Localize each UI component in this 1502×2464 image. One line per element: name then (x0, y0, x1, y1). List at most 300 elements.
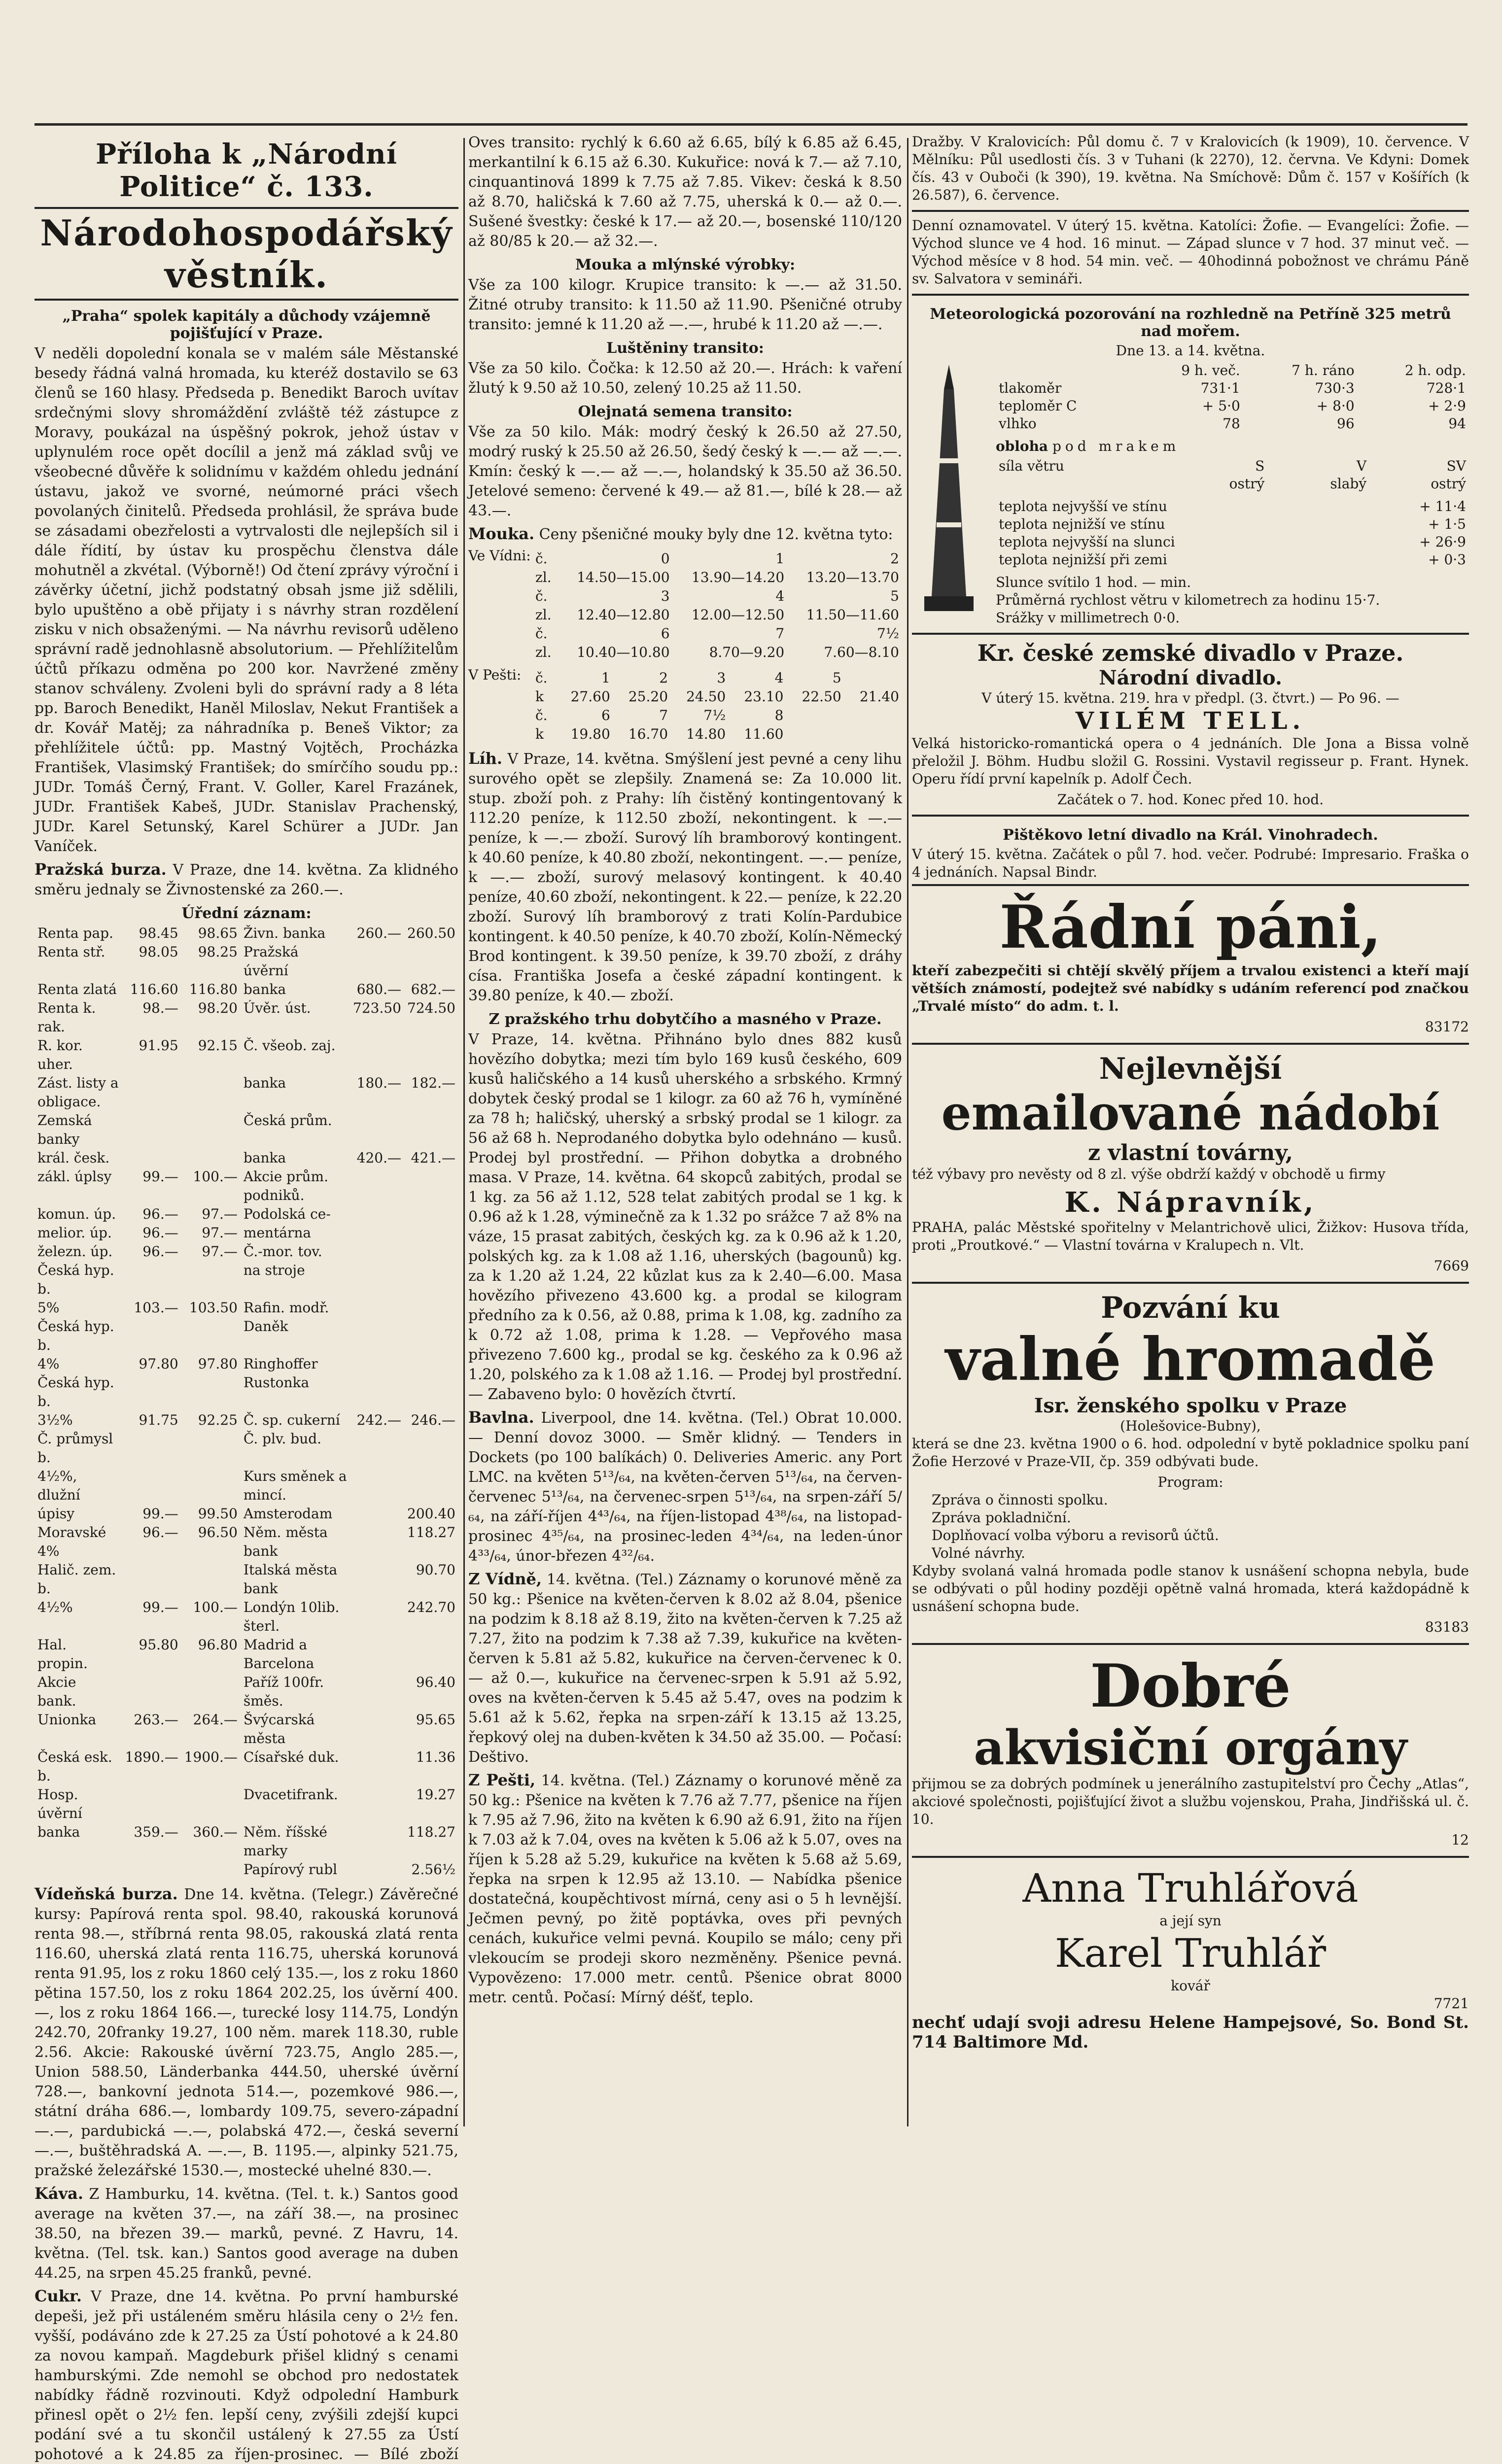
table-cell: 5% (37, 1300, 60, 1316)
table-cell: 420.— (356, 1150, 401, 1166)
table-cell: 96.— (142, 1243, 178, 1260)
table-cell (350, 1205, 404, 1224)
table-cell: Moravské 4% (37, 1524, 106, 1559)
column-1 (35, 133, 458, 2463)
table-cell: 96 (1337, 415, 1355, 432)
article-heading: Káva. (35, 2184, 84, 2203)
table-cell (35, 1860, 122, 1879)
meteo-temps (996, 498, 1469, 569)
wind-val: slabý (1330, 476, 1367, 492)
article-text: Dne 14. května. (Telegr.) Závěrečné kursy: Papírová renta spol. 98.40, rakouská korunová renta 98.—, stříbrná renta 98.05, rakouská zlatá renta 116.60, uherská zlatá renta 116.75, uherská korunová renta 91.95, los z roku 1860 celý 135.—, los z roku 1860 pětina 157.50, los z roku 1864 202.25, los úvěrní 400.—, los z roku 1864 166.—, turecké losy 114.75, Londýn 242.70, 20franky 19.27, 100 něm. marek 118.30, ruble 2.56. Akcie: Rakouské úvěrní 723.75, Anglo 285.—, Union 588.50, Länderbanka 444.50, uherské úvěrní 728.—, bankovní jednota 514.—, pozemkové 986.—, státní dráha 686.—, lombardy 109.75, severo-západní —.—, pardubická —.—, polabská 472.—, česká severní —.—, buštěhradská A. —.—, B. 1195.—, alpinky 521.75, pražské železářské 1530.—, mostecké uhelné 830.—. (35, 1886, 458, 2179)
table-cell: Česká esk. b. (37, 1749, 112, 1784)
table-cell: tlakoměr (999, 380, 1062, 396)
table-cell: banka (243, 1075, 286, 1091)
table-cell: Zemská banky (37, 1112, 92, 1147)
table-cell (350, 1598, 404, 1636)
ad-address: PRAHA, palác Městské spořitelny v Melantrichově ulici, Žižkov: Husova třída, proti „Proutkové.“ — Vlastní továrna v Kralupech n. Vlt. (912, 1219, 1469, 1253)
table-cell: Paříž 100fr. šměs. (243, 1674, 324, 1709)
column-rule (907, 138, 908, 2126)
table-cell: 99.50 (198, 1506, 238, 1522)
table-cell (181, 1074, 241, 1111)
ad-text: nechť udají svoji adresu Helene Hampejsové, So. Bond St. 714 Baltimore Md. (912, 2013, 1469, 2052)
table-cell (350, 1355, 404, 1373)
table-cell: 12.40—12.80 (577, 607, 670, 623)
table-cell: 682.— (411, 981, 455, 997)
table-cell (181, 1261, 241, 1299)
table-cell (181, 1561, 241, 1598)
table-cell (786, 706, 844, 725)
table-cell: 1 (775, 550, 785, 567)
meteo-box (912, 294, 1469, 627)
wind-val: ostrý (1431, 476, 1466, 492)
ad-number: 83172 (1425, 1019, 1469, 1035)
petrin-tower-icon (912, 360, 986, 616)
table-cell: 23.10 (744, 688, 784, 705)
flour-table-pest (468, 667, 902, 749)
article-heading: „Praha“ spolek kapitály a důchody vzájemně pojišťující v Praze. (62, 308, 431, 342)
table-cell: 24.50 (686, 688, 726, 705)
table-cell: Amsterodam (243, 1506, 333, 1522)
ad-mid: a její syn (1159, 1913, 1222, 1929)
table-cell: 97.— (202, 1225, 238, 1241)
table-cell (350, 1673, 404, 1711)
table-cell: 1890.— (125, 1749, 178, 1765)
table-cell: 7½ (703, 707, 726, 723)
table-row (996, 515, 1469, 533)
wind-dir: SV (1446, 458, 1466, 474)
table-cell: 98.05 (139, 944, 178, 960)
table-cell: + 5·0 (1202, 398, 1240, 414)
table-cell (350, 1523, 404, 1561)
table-row (532, 568, 902, 587)
table-cell: Úvěr. úst. (243, 1000, 311, 1016)
meteo-rain: Srážky v millimetrech 0·0. (996, 610, 1180, 626)
meteo-sky: pod mrakem (1052, 438, 1180, 454)
table-cell: 94 (1448, 415, 1466, 432)
article-text: V Praze, 14. května. Přihnáno bylo dnes 882 kusů hovězího dobytka; mezi tím bylo 169 kusů českého, 609 kusů haličského a 14 kusů uherského a srbského. Krmný dobytek český prodal se 1 kilogr. za 60 až 76 h, vymíněné za 78 h; haličský, uherský a srbský prodal se 1 kilogr. za 56 až 68 h. Neprodaného dobytka bylo odehnáno — kusů. Prodej byl prostřední. — Přihon dobytka a drobného masa. V Praze, 14. května. 64 skopců zabitých, prodal se 1 kg. za 56 až 1.12, 528 telat zabitých prodal se 1 kg. k 0.96 až k 1.28, výminečně za k 1.32 po srážce 7 až 8% na váze, 15 prasat zabitých, českých kg. za k 0.96 až k 1.20, polských kg. za k 1.08 až 1.16, uherských (bagounů) kg. za k 1.20 až 1.24, 22 kůzlat kus za k 2.40—6.00. Masa hovězího přivezeno 43.600 kg. a prodal se kilogram předního za k 0.56, až 0.88, prima k 1.08, kg. zadního za k 0.72 až 1.08, prima k 1.28. — Vepřového masa přivezeno 7.600 kg., prodal se kg. českého za k 0.96 až 1.20, polského za k 1.08 až 1.16. — Prodej byl prostřední. — Zabaveno bylo: 0 hovězích čtvrtí. (468, 1031, 902, 1403)
table-cell: č. (535, 707, 548, 723)
table-cell: 100.— (193, 1168, 238, 1185)
table-cell (404, 1636, 458, 1673)
table-cell (404, 1036, 458, 1074)
article-text: Oves transito: rychlý k 6.60 až 6.65, bílý k 6.85 až 6.45, merkantilní k 6.15 až 6.30. Kukuřice: nová k 7.— až 7.10, cinquantinová 1899 k 7.75 až 7.85. Vikev: česká k 8.50 až 8.70, haličská k 7.60 až 7.75, uherská k 0.— až 0.—. Sušené švestky: české k 17.— až 20.—, bosenské 110/120 až 80/85 k 20.— až 32.—. (468, 134, 902, 250)
table-cell: 90.70 (416, 1562, 455, 1578)
table-cell (122, 1373, 181, 1411)
table-cell: Italská města bank (243, 1562, 338, 1597)
table-cell (122, 1561, 181, 1598)
wind-dir: S (1255, 458, 1265, 474)
table-cell: 2 (890, 550, 899, 567)
table-cell: č. (535, 625, 548, 642)
table-row (35, 1748, 458, 1785)
ad-number: 12 (1451, 1832, 1469, 1848)
table-cell (404, 1167, 458, 1205)
table-cell: 2.56½ (411, 1861, 455, 1878)
table-cell (181, 1860, 241, 1879)
theatre-sub: Národní divadlo. (1099, 666, 1282, 689)
table-label: V Pešti: (468, 667, 522, 683)
ad-title: Řádní páni, (999, 892, 1382, 962)
table-cell: 100.— (193, 1599, 238, 1615)
article-heading: Bavlna. (468, 1408, 534, 1427)
article-heading: Mouka a mlýnské výrobky: (575, 256, 796, 274)
article-text: V Praze, dne 14. května. Za klidného směru jednaly se Živnostenské za 260.—. (35, 861, 458, 898)
article-text: V Praze, dne 14. května. Po první hamburské depeši, jež při ustáleném směru hlásila ceny o 2½ fen. vyšší, podáváno zde k 27.25 za Ústí pohotové a k 24.80 za novou kampaň. Magdeburk přišel klidný s cenami hamburskými. Zde nemohl se obchod pro nedostatek nabídky řádně rozvinouti. Když odpolední Hamburk přinesl opět o 2½ fen. lepší ceny, zvýšili zdejší kupci podání své a tu skončil ustálený k 27.55 za Ústí pohotové a k 24.85 za říjen-prosinec. — Bílé zboží (35, 2288, 458, 2463)
table-cell (350, 1111, 404, 1149)
table-row (532, 643, 902, 662)
table-row (996, 551, 1469, 569)
table-cell: Daněk (243, 1318, 288, 1335)
program-item: Volné návrhy. (932, 1545, 1025, 1561)
table-cell (181, 1373, 241, 1411)
article-heading: Pražská burza. (35, 860, 167, 879)
table-cell: 97.80 (198, 1356, 238, 1372)
table-cell: 78 (1223, 415, 1240, 432)
table-cell: banka (37, 1824, 80, 1840)
table-cell: zl. (535, 607, 552, 623)
table-cell: 103.— (134, 1300, 178, 1316)
table-cell: 92.25 (198, 1412, 238, 1428)
program-item: Zpráva o činnosti spolku. (932, 1492, 1108, 1508)
table-row (35, 1505, 458, 1523)
ad-text: též výbavy pro nevěsty od 8 zl. výše obdrží každý v obchodě u firmy (912, 1166, 1386, 1182)
table-cell: 3½% (37, 1412, 73, 1428)
table-cell: 7 (659, 707, 668, 723)
table-cell: 5 (832, 670, 841, 686)
table-cell: komun. úp. (37, 1206, 116, 1222)
table-cell: král. česk. (37, 1150, 110, 1166)
meteo-sun: Slunce svítilo 1 hod. — min. (996, 574, 1191, 590)
table-caption: Úřední záznam: (181, 905, 312, 922)
table-cell (122, 1111, 181, 1149)
article-heading: Vídeňská burza. (35, 1884, 178, 1903)
table-cell (350, 1636, 404, 1673)
table-cell: Č. plv. bud. (243, 1431, 322, 1447)
table-cell: 5 (890, 588, 899, 604)
meteo-heading: Meteorologická pozorování na rozhledně na Petříně 325 metrů nad mořem. (930, 306, 1451, 340)
table-cell: 6 (601, 707, 610, 723)
ad-firm: K. Nápravník, (1064, 1186, 1317, 1219)
ad-top: Nejlevnější (1099, 1052, 1282, 1086)
table-cell: 0 (661, 550, 670, 567)
table-cell (404, 1111, 458, 1149)
table-cell (181, 1317, 241, 1355)
table-row (996, 379, 1469, 397)
table-cell: Papírový rubl (243, 1861, 338, 1878)
table-cell: 103.50 (189, 1300, 238, 1316)
table-cell: Česká hyp. b. (37, 1318, 114, 1353)
article-heading: Líh. (468, 749, 503, 768)
table-label: Ve Vídni: (468, 548, 531, 564)
table-cell (404, 1205, 458, 1224)
table-cell: 7½ (877, 625, 899, 642)
flour-table-vienna (468, 548, 902, 667)
table-cell (350, 1373, 404, 1411)
table-row (35, 1785, 458, 1823)
column-3 (912, 133, 1469, 2126)
ad-title: emailované nádobí (941, 1085, 1440, 1141)
table-cell: č. (535, 588, 548, 604)
table-cell: 98.65 (198, 925, 238, 941)
table-cell (350, 1823, 404, 1860)
table-row (35, 1636, 458, 1673)
table-cell: 7.60—8.10 (824, 644, 899, 660)
table-cell: 182.— (411, 1075, 455, 1091)
table-cell: teplota nejvyšší ve stínu (999, 498, 1167, 514)
table-cell: teploměr C (999, 398, 1077, 414)
table-cell (350, 1036, 404, 1074)
table-row (35, 924, 458, 943)
table-cell: č. (535, 550, 548, 567)
table-cell: Renta zlatá (37, 981, 117, 997)
table-cell (350, 1561, 404, 1598)
article-heading: Olejnatá semena transito: (578, 403, 793, 420)
table-cell (350, 1224, 404, 1242)
table-row (35, 1261, 458, 1299)
meteo-date: Dne 13. a 14. května. (1116, 342, 1265, 359)
table-cell: 8 (774, 707, 784, 723)
table-cell: 98.— (142, 1000, 178, 1016)
table-cell: 3 (717, 670, 726, 686)
table-cell: 4% (37, 1356, 60, 1372)
auctions-text: Dražby. V Kralovicích: Půl domu č. 7 v Kralovicích (k 1909), 10. července. V Mělníku: Půl usedlosti čís. 3 v Tuhani (k 2270), 12. června. Ve Kdyni: Domek čís. 43 v Ouboči (k 390), 19. května. Na Smíchově: Dům č. 157 v Košířích (k 26.587), 6. července. (912, 134, 1469, 203)
table-row (996, 533, 1469, 551)
table-cell: 10.40—10.80 (577, 644, 670, 660)
meteo-col-head: 2 h. odp. (1404, 362, 1466, 378)
table-cell (181, 1673, 241, 1711)
ad-text: přijmou se za dobrých podmínek u jenerálního zastupitelství pro Čechy „Atlas“, akciové společnosti, pojišťující život a službu vojenskou, Praha, Jindřišská ul. č. 10. (912, 1776, 1469, 1827)
table-cell: Švýcarská města (243, 1711, 315, 1746)
table-cell: 98.45 (139, 925, 178, 941)
table-row (35, 1036, 458, 1074)
table-cell: Akcie bank. (37, 1674, 76, 1709)
ad-program: Program: (1157, 1474, 1223, 1490)
table-cell: 242.70 (407, 1599, 455, 1615)
table-cell: 95.65 (416, 1711, 455, 1728)
table-cell: 360.— (193, 1824, 238, 1840)
table-cell: 1 (601, 670, 610, 686)
table-cell: Ringhoffer (243, 1356, 318, 1372)
table-cell: Rafin. modř. (243, 1300, 329, 1316)
table-cell: 421.— (411, 1150, 455, 1166)
table-row (35, 1355, 458, 1373)
table-cell (404, 1373, 458, 1411)
table-cell (404, 1355, 458, 1373)
table-cell: R. kor. uher. (37, 1037, 83, 1072)
table-cell: 16.70 (628, 726, 668, 742)
table-cell: Česká prům. (243, 1112, 332, 1129)
table-cell: Č. všeob. zaj. (243, 1037, 336, 1054)
meteo-table (996, 362, 1469, 433)
table-row (35, 1523, 458, 1561)
wind-val: ostrý (1229, 476, 1265, 492)
table-cell (350, 1748, 404, 1785)
table-cell: Živn. banka (243, 925, 326, 941)
table-cell: 25.20 (628, 688, 668, 705)
table-cell: 97.— (202, 1243, 238, 1260)
table-cell: 242.— (356, 1412, 401, 1428)
table-cell: na stroje (243, 1262, 305, 1278)
table-cell: 246.— (411, 1412, 455, 1428)
table-cell: 3 (661, 588, 670, 604)
table-cell: 680.— (356, 981, 401, 997)
article-text: Vše za 100 kilogr. Krupice transito: k —.— až 31.50. Žitné otruby transito: k 11.50 až 11.90. Pšeničné otruby transito: jemné k 11.20 až —.—, hrubé k 11.20 až —.—. (468, 276, 902, 333)
ad-name: Karel Truhlář (1054, 1930, 1327, 1976)
table-row (35, 1317, 458, 1355)
table-row (35, 1299, 458, 1317)
table-cell: Renta stř. (37, 944, 105, 960)
table-cell: 13.20—13.70 (806, 569, 899, 585)
table-cell: + 11·4 (1419, 498, 1466, 514)
table-row (35, 999, 458, 1036)
table-cell (122, 1317, 181, 1355)
table-row (996, 397, 1469, 415)
ad-top: Dobré (1090, 1651, 1291, 1721)
ad-title: akvisiční orgány (974, 1720, 1407, 1776)
ad-trade: kovář (1171, 1978, 1210, 1994)
table-cell (350, 1785, 404, 1823)
table-cell: č. (535, 670, 548, 686)
table-cell (350, 1317, 404, 1355)
ad-top: Pozvání ku (1101, 1291, 1280, 1325)
ad-name: Anna Truhlářová (1022, 1865, 1359, 1911)
section-title: Národohospodářský věstník. (35, 207, 458, 301)
table-cell: 14.80 (686, 726, 726, 742)
table-cell: Pražská úvěrní (243, 944, 299, 979)
table-cell: banka (243, 1150, 286, 1166)
bourse-table (35, 924, 458, 1879)
table-row (35, 1598, 458, 1636)
ad-text: která se dne 23. května 1900 o 6. hod. odpolední v bytě pokladnice spolku paní Žofie Herzové v Praze-VII, čp. 359 odbývati bude. (912, 1436, 1469, 1470)
table-cell (404, 1430, 458, 1467)
table-cell (181, 1149, 241, 1167)
table-cell: 95.80 (139, 1637, 178, 1653)
table-cell: Něm. města bank (243, 1524, 328, 1559)
article-text: V neděli dopolední konala se v malém sále Městanské besedy řádná valná hromada, ku kteréž dostavilo se 63 členů se 160 hlasy. Předseda p. Benedikt Baroch uvítav srdečnými slovy shromáždění zvláště též zástupce z Moravy, poukázal na úspěšný pokrok, jehož ústav v uplynulém roce opět docílil a jenž má základ svůj ve všeobecné důvěře k solidnímu v každém ohledu jednání ústavu, jakož ve svorné, neúmorné práci všech povolaných činitelů. Předseda prohlásil, že správa bude se zásadami obezřelosti a vytrvalosti dle nejlepších sil i dále řídití, by ústav ku prospěchu členstva dále mohutněl a zkvétal. (Výborně!) Od čtení zprávy výroční i závěrky účetní, jichž podstatný obsah jsme již sdělili, bylo upuštěno a obě přijaty i s návrhy stran rozdělení zisku v nich obsaženými. — Na návrhu revisorů uděleno správní radě jednohlasně absolutorium. — Přehlížitelům účtů příkazu odměna po 200 kor. Navržené změny stanov schváleny. Zvoleni byli do správní rady a 8 léta pp. Baroch Benedikt, Haněl Miloslav, Nekut František a dr. Kovář Matěj; za náhradníka p. Beneš Viktor; za přehlížitele účtů: pp. Mastný Vojtěch, Procházka František, Vlasimský František; do smírčího soudu pp.: JUDr. Tomáš Černý, Frant. V. Goller, Karel Frazánek, JUDr. František Kabeš, JUDr. Stanislav Prachenský, JUDr. Karel Setunský, Karel Schürer a JUDr. Jan Vaníček. (35, 345, 458, 855)
column-2 (468, 133, 902, 2126)
table-cell (404, 1317, 458, 1355)
column-rule (463, 138, 465, 2126)
article-text: Liverpool, dne 14. května. (Tel.) Obrat 10.000. — Denní dovoz 3000. — Směr klidný. — Tenders in Dockets (po 100 balíkách) 0. Deliveries Americ. any Port LMC. na květen 5¹³/₆₄, na květen-červen 5¹³/₆₄, na červen-červenec 5¹³/₆₄, na červenec-srpen 5¹³/₆₄, na srpen-září 5/₆₄, na září-říjen 4⁴³/₆₄, na říjen-listopad 4³⁸/₆₄, na listopad-prosinec 4³⁵/₆₄, na prosinec-leden 4³⁴/₆₄, na leden-únor 4³³/₆₄, únor-březen 4³²/₆₄. (468, 1409, 902, 1565)
table-cell: 200.40 (407, 1506, 455, 1522)
ad-mid: z vlastní továrny, (1088, 1140, 1293, 1165)
table-cell (181, 1785, 241, 1823)
table-row (532, 549, 902, 568)
table-row (532, 669, 902, 687)
table-cell: 97.— (202, 1206, 238, 1222)
table-cell: melior. úp. (37, 1225, 112, 1241)
table-cell (181, 1111, 241, 1149)
table-cell: 19.80 (570, 726, 610, 742)
table-cell: Rustonka (243, 1374, 310, 1391)
table-cell: 4½%, dlužní (37, 1468, 80, 1503)
table-cell: 260.50 (407, 925, 455, 941)
table-cell: mentárna (243, 1225, 312, 1241)
table-cell: Hal. propin. (37, 1637, 88, 1672)
table-cell: Něm. říšské marky (243, 1824, 327, 1859)
table-cell: Podolská ce- (243, 1206, 331, 1222)
meteo-wind-avg: Průměrná rychlost větru v kilometrech za hodinu 15·7. (996, 592, 1380, 608)
table-cell (350, 1242, 404, 1261)
table-row (35, 1205, 458, 1224)
table-cell (350, 943, 404, 980)
table-cell: 723.50 (353, 1000, 401, 1016)
table-cell: Zást. listy a obligace. (37, 1075, 119, 1110)
table-cell: 180.— (356, 1075, 401, 1091)
table-cell: 4 (775, 588, 785, 604)
table-cell: 13.90—14.20 (691, 569, 785, 585)
meteo-col-head: 9 h. več. (1181, 362, 1240, 378)
table-cell: 22.50 (802, 688, 841, 705)
table-row (996, 415, 1469, 433)
table-cell: 96.50 (198, 1524, 238, 1540)
table-cell: 11.50—11.60 (806, 607, 899, 623)
table-cell: 359.— (134, 1824, 178, 1840)
article-heading: Z Vídně, (468, 1570, 542, 1588)
article-text: Z Hamburku, 14. května. (Tel. t. k.) Santos good average na květen 37.—, na září 38.—, na prosinec 38.50, na březen 39.— marků, pevné. Z Havru, 14. května. (Tel. tsk. kan.) Santos good average na duben 44.25, na srpen 45.25 franků, pevné. (35, 2186, 458, 2282)
theatre-times: Začátek o 7. hod. Konec před 10. hod. (1057, 791, 1324, 808)
theatre-play: VILÉM TELL. (1075, 707, 1306, 735)
table-cell: + 0·3 (1428, 551, 1466, 568)
table-cell: Česká hyp. b. (37, 1374, 114, 1409)
table-cell: 97.80 (139, 1356, 178, 1372)
table-row (35, 980, 458, 999)
table-cell: + 8·0 (1316, 398, 1355, 414)
table-cell: Č. sp. cukerní (243, 1412, 340, 1428)
table-cell: 99.— (142, 1506, 178, 1522)
table-cell: + 26·9 (1419, 534, 1466, 550)
table-cell (404, 1261, 458, 1299)
article-heading: Luštěniny transito: (606, 340, 764, 357)
table-cell: Č. průmysl b. (37, 1431, 113, 1466)
table-cell: 96.— (142, 1206, 178, 1222)
article-text: Vše za 50 kilo. Mák: modrý český k 26.50 až 27.50, modrý ruský k 25.50 až 26.50, šedý český k —.— až —.—. Kmín: český k —.— až —.—, holandský k 35.50 až 36.50. Jetelové semeno: červené k 49.— až 81.—, bílé k 28.— až 43.—. (468, 423, 902, 519)
table-cell: Londýn 10lib. šterl. (243, 1599, 340, 1634)
table-cell: 4½% (37, 1599, 73, 1615)
article-text: V Praze, 14. května. Smýšlení jest pevné a ceny lihu surového opět se zlepšily. Znamená se: Za 10.000 lit. stup. zboží poh. z Prahy: líh čistěný kontingentovaný k 112.20 peníze, k 112.50 zboží, nekontingent. k —.— peníze, k —.— zboží. Surový líh bramborový kontingent. k 40.60 peníze, k 40.80 zboží, nekontingent. —.— peníze, k —.— zboží, surový melasový kontingent. k 40.40 peníze, 40.60 zboží, nekontingent. k 22.— peníze, k 22.20 zboží. Surový líh bramborový z trati Kolín-Pardubice kontingent. k 40.50 peníze, k 40.70 zboží, Kolín-Německý Brod kontingent. k 39.50 peníze, k 39.70 zboží, z dráhy císa. Františka Josefa a české západní kontingent. k 39.80 peníze, k 40.— zboží. (468, 751, 902, 1004)
table-cell (122, 1673, 181, 1711)
table-cell (181, 1430, 241, 1467)
table-cell (350, 1261, 404, 1299)
meteo-label: síla větru (999, 458, 1064, 474)
table-cell (404, 943, 458, 980)
table-cell: 92.15 (198, 1037, 238, 1054)
table-cell: 730·3 (1315, 380, 1355, 396)
table-row (532, 687, 902, 706)
theatre-heading: Kr. české zemské divadlo v Praze. (977, 640, 1404, 666)
table-cell: 8.70—9.20 (709, 644, 785, 660)
table-cell: 724.50 (407, 1000, 455, 1016)
table-row (35, 1860, 458, 1879)
table-cell: 263.— (134, 1711, 178, 1728)
table-cell: + 1·5 (1428, 516, 1466, 532)
article-text: Ceny pšeničné mouky byly dne 12. května tyto: (539, 526, 893, 543)
table-cell: 116.60 (130, 981, 178, 997)
table-cell: 19.27 (416, 1786, 455, 1803)
table-cell: 4 (774, 670, 784, 686)
ad-text: kteří zabezpečiti si chtějí skvělý příjem a trvalou existenci a kteří mají větších známostí, podejtež své nabídky s udáním referencí pod značkou „Trvalé místo“ do adm. t. l. (912, 962, 1469, 1014)
table-cell (122, 1467, 181, 1505)
table-cell: teplota nejnižší při zemi (999, 551, 1167, 568)
ad-number: 7721 (1433, 1995, 1469, 2012)
table-row (35, 1467, 458, 1505)
wind-dir: V (1356, 458, 1367, 474)
table-row (35, 943, 458, 980)
ad-valna-hromada (912, 1282, 1469, 1643)
table-cell: úpisy (37, 1506, 75, 1522)
table-cell: + 2·9 (1428, 398, 1466, 414)
ad-place: (Holešovice-Bubny), (1120, 1418, 1261, 1434)
